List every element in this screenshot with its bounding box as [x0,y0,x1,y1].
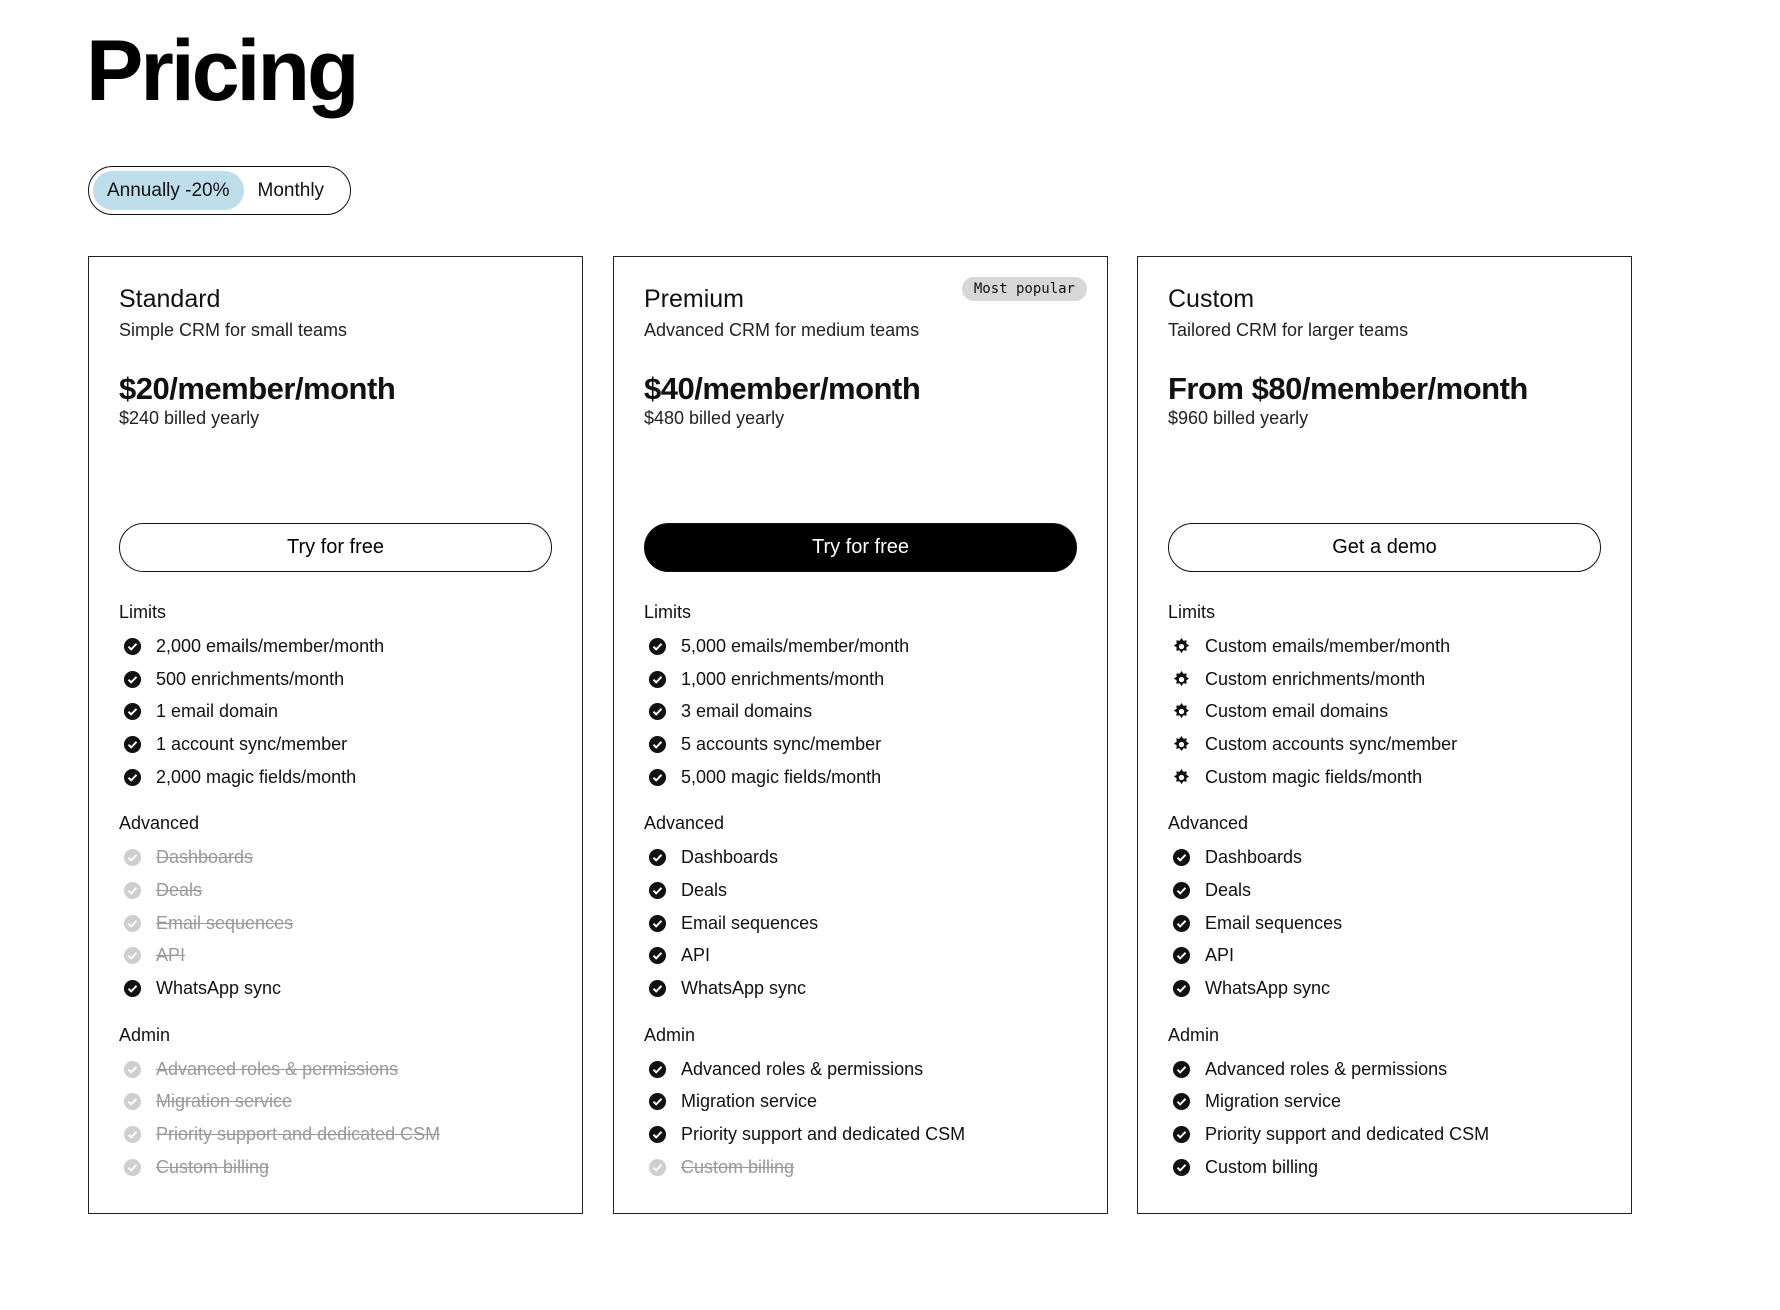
feature-item [644,663,1087,696]
feature-label: 1,000 enrichments/month [681,668,885,689]
feature-label: Dashboards [681,847,779,868]
plan-cta-button[interactable]: Try for free [644,523,1077,572]
feature-item [1168,1151,1611,1184]
feature-sections [1168,600,1611,1202]
feature-item [1168,972,1611,1005]
feature-sections [644,600,1087,1202]
check-circle-disabled-icon [123,1092,142,1111]
feature-item [644,1086,1087,1119]
check-circle-icon [123,702,142,721]
check-circle-icon [648,881,667,900]
check-circle-icon [648,1092,667,1111]
feature-label: Deals [1205,879,1252,900]
check-circle-icon [648,735,667,754]
feature-item [644,1053,1087,1086]
feature-label: Custom billing [156,1156,270,1177]
feature-item [1168,907,1611,940]
plan-card-premium [613,256,1108,1214]
feature-label: 5,000 emails/member/month [681,635,910,656]
check-circle-icon [123,637,142,656]
section-heading: Advanced [119,813,200,834]
feature-item [1168,1118,1611,1151]
feature-section [1168,600,1611,793]
feature-item [644,907,1087,940]
feature-item [119,874,562,907]
feature-label: Priority support and dedicated CSM [681,1124,966,1145]
section-heading: Limits [119,602,167,622]
feature-item [644,728,1087,761]
toggle-annually[interactable]: Annually -20% [93,171,244,210]
feature-item [1168,940,1611,973]
feature-label: Custom emails/member/month [1205,635,1451,656]
feature-item [1168,1086,1611,1119]
plan-billed: $480 billed yearly [644,408,785,428]
feature-label: Custom billing [681,1156,795,1177]
feature-section [119,811,562,1004]
feature-item [119,1086,562,1119]
feature-label: Custom magic fields/month [1205,766,1423,787]
check-circle-icon [1172,979,1191,998]
feature-item [644,972,1087,1005]
feature-item [1168,695,1611,728]
check-circle-disabled-icon [123,848,142,867]
plan-card-standard [88,256,583,1214]
feature-label: Advanced roles & permissions [156,1058,399,1079]
check-circle-icon [648,848,667,867]
feature-section [119,1023,562,1184]
check-circle-icon [123,979,142,998]
feature-label: 2,000 emails/member/month [156,635,385,656]
section-heading: Advanced [644,813,725,834]
check-circle-icon [1172,946,1191,965]
plan-name: Standard [119,285,221,313]
feature-item [119,1053,562,1086]
feature-item [119,907,562,940]
check-circle-icon [1172,1060,1191,1079]
billing-toggle[interactable] [88,166,351,215]
check-circle-icon [648,702,667,721]
feature-item [644,761,1087,794]
plan-cta-button[interactable]: Get a demo [1168,523,1601,572]
check-circle-disabled-icon [123,914,142,933]
feature-item [119,841,562,874]
feature-label: Custom email domains [1205,701,1389,722]
plan-subtitle: Tailored CRM for larger teams [1168,320,1409,340]
feature-label: Advanced roles & permissions [681,1058,924,1079]
feature-label: API [156,945,186,966]
feature-label: Email sequences [681,912,819,933]
section-heading: Admin [1168,1024,1220,1045]
feature-section [644,600,1087,793]
feature-item [119,1151,562,1184]
check-circle-icon [1172,1092,1191,1111]
feature-label: Dashboards [1205,847,1303,868]
check-circle-icon [1172,848,1191,867]
section-heading: Admin [644,1024,696,1045]
feature-section [1168,811,1611,1004]
feature-item [119,972,562,1005]
page-title: Pricing [86,23,357,119]
feature-item [644,940,1087,973]
feature-item [119,761,562,794]
check-circle-icon [648,946,667,965]
feature-label: Advanced roles & permissions [1205,1058,1448,1079]
plan-name: Premium [644,285,745,313]
gear-icon [1172,637,1191,656]
feature-label: Email sequences [1205,912,1343,933]
section-heading: Limits [1168,602,1216,622]
check-circle-icon [123,735,142,754]
check-circle-icon [1172,1125,1191,1144]
feature-section [119,600,562,793]
plan-price: $40/member/month [644,371,921,406]
check-circle-disabled-icon [123,1125,142,1144]
check-circle-disabled-icon [123,881,142,900]
check-circle-icon [1172,1158,1191,1177]
feature-item [1168,630,1611,663]
toggle-monthly[interactable]: Monthly [257,179,325,201]
feature-item [1168,841,1611,874]
feature-section [644,811,1087,1004]
gear-icon [1172,735,1191,754]
feature-item [119,630,562,663]
plan-cta-button[interactable]: Try for free [119,523,552,572]
feature-label: Email sequences [156,912,294,933]
section-heading: Admin [119,1024,171,1045]
feature-item [119,695,562,728]
feature-item [1168,663,1611,696]
feature-label: Migration service [681,1091,818,1112]
feature-label: 3 email domains [681,701,813,722]
feature-item [644,695,1087,728]
check-circle-icon [648,914,667,933]
feature-item [119,1118,562,1151]
check-circle-disabled-icon [123,946,142,965]
feature-label: Custom billing [1205,1156,1319,1177]
plan-price: $20/member/month [119,371,396,406]
feature-label: Dashboards [156,847,254,868]
feature-section [644,1023,1087,1184]
feature-label: WhatsApp sync [681,978,807,999]
plan-name: Custom [1168,285,1255,313]
feature-label: WhatsApp sync [156,978,282,999]
feature-item [644,1118,1087,1151]
section-heading: Limits [644,602,692,622]
plan-card-custom [1137,256,1632,1214]
feature-item [119,940,562,973]
check-circle-disabled-icon [123,1060,142,1079]
feature-item [119,728,562,761]
feature-label: 5 accounts sync/member [681,733,882,754]
plan-billed: $240 billed yearly [119,408,260,428]
feature-label: Deals [156,879,203,900]
feature-item [1168,728,1611,761]
feature-item [119,663,562,696]
feature-label: API [1205,945,1235,966]
feature-item [644,841,1087,874]
feature-label: Deals [681,879,728,900]
check-circle-disabled-icon [648,1158,667,1177]
plan-price: From $80/member/month [1168,371,1528,406]
check-circle-icon [123,768,142,787]
check-circle-icon [648,1125,667,1144]
feature-label: 500 enrichments/month [156,668,345,689]
plan-billed: $960 billed yearly [1168,408,1309,428]
feature-item [644,630,1087,663]
section-heading: Advanced [1168,813,1249,834]
feature-label: Migration service [1205,1091,1342,1112]
feature-label: 5,000 magic fields/month [681,766,882,787]
feature-item [644,1151,1087,1184]
feature-label: WhatsApp sync [1205,978,1331,999]
check-circle-icon [648,670,667,689]
feature-label: 1 account sync/member [156,733,348,754]
feature-item [1168,761,1611,794]
check-circle-icon [123,670,142,689]
feature-label: Priority support and dedicated CSM [156,1124,441,1145]
feature-label: Custom enrichments/month [1205,668,1426,689]
feature-label: Priority support and dedicated CSM [1205,1124,1490,1145]
check-circle-disabled-icon [123,1158,142,1177]
feature-label: Migration service [156,1091,293,1112]
most-popular-badge: Most popular [962,277,1087,301]
feature-item [1168,1053,1611,1086]
feature-section [1168,1023,1611,1184]
plan-subtitle: Simple CRM for small teams [119,320,348,340]
feature-item [644,874,1087,907]
check-circle-icon [1172,914,1191,933]
check-circle-icon [1172,881,1191,900]
gear-icon [1172,768,1191,787]
gear-icon [1172,670,1191,689]
feature-label: 2,000 magic fields/month [156,766,357,787]
feature-label: 1 email domain [156,701,279,722]
feature-label: Custom accounts sync/member [1205,733,1458,754]
plan-subtitle: Advanced CRM for medium teams [644,320,920,340]
feature-item [1168,874,1611,907]
feature-sections [119,600,562,1202]
check-circle-icon [648,1060,667,1079]
feature-label: API [681,945,711,966]
gear-icon [1172,702,1191,721]
check-circle-icon [648,768,667,787]
check-circle-icon [648,979,667,998]
check-circle-icon [648,637,667,656]
